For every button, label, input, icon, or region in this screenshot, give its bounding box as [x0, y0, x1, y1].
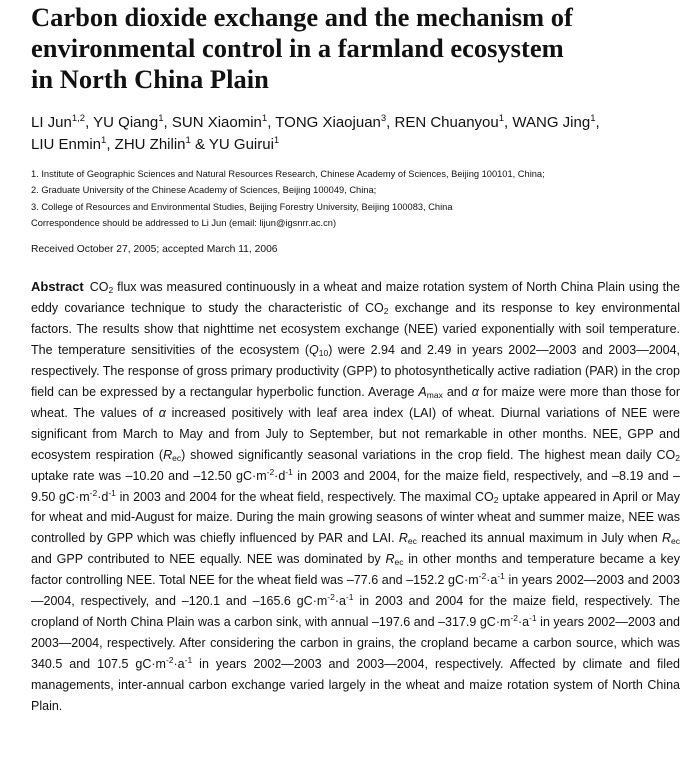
abstract-superscript: -1: [285, 466, 293, 477]
author-separator: ,: [106, 136, 115, 153]
author-separator: ,: [504, 114, 513, 131]
affiliation-item: 1. Institute of Geographic Sciences and Natural Resources Research, Chinese Academy of Sciences, Beijing 100101, China;: [31, 169, 545, 179]
received-dates: Received October 27, 2005; accepted March 11, 2006: [31, 244, 278, 255]
abstract-label: Abstract: [31, 279, 84, 294]
abstract-text: flux was measured continuously in a wheat and maize rotation system of North China Plain using the eddy covariance technique to study the characteristic of CO: [31, 280, 680, 315]
abstract-subscript: 2: [675, 452, 680, 463]
abstract-text: ·d: [97, 489, 109, 504]
author-separator: ,: [595, 114, 600, 131]
abstract-text: uptake rate was –10.20 and –12.50 gC·m: [31, 468, 267, 483]
author-line: [31, 112, 676, 134]
abstract-symbol: Q: [309, 342, 319, 357]
abstract-symbol: α: [158, 405, 166, 420]
correspondence-note: Correspondence should be addressed to Li Jun (email: lijun@igsnrr.ac.cn): [31, 217, 337, 228]
author-separator: ,: [163, 114, 172, 131]
abstract-text: ·a: [517, 615, 530, 630]
author-name: LIU Enmin: [31, 136, 102, 153]
title-line: in North China Plain: [31, 64, 269, 94]
abstract-text: in years 2002—2003 and 2003—2004, respectively. Affected by climate and filed managements, inter-annual carbon exchange varied largely in the wheat and maize rotation system of North China Plain.: [31, 657, 680, 714]
author-affiliation-marker: 1: [185, 135, 191, 146]
abstract-subscript: ec: [407, 536, 417, 547]
author-name: SUN Xiaomin: [171, 114, 262, 131]
abstract-text: in 2003 and 2004, for the maize field, respectively, and –8.19 and –9.50 gC·m: [31, 468, 680, 504]
author-affiliation-marker: 1: [101, 135, 107, 146]
abstract-symbol: R: [398, 531, 408, 546]
abstract-symbol: A: [418, 384, 427, 399]
abstract-subscript: 10: [318, 347, 329, 358]
author-name: REN Chuanyou: [394, 114, 499, 131]
author-separator: ,: [267, 114, 276, 131]
author-affiliation-marker: 1: [498, 113, 505, 124]
abstract-text: CO: [89, 280, 109, 294]
title-line: Carbon dioxide exchange and the mechanism of: [31, 2, 573, 32]
affiliation-item: 2. Graduate University of the Chinese Academy of Sciences, Beijing 100049, China;: [31, 185, 377, 196]
abstract-text: increased positively with leaf area index (LAI) of wheat. Diurnal variations of NEE were significant from March to May and from July to September, but not remarkable in other months. NEE, GPP and ecosystem respiration (: [31, 405, 681, 462]
abstract-text: for maize were more than those for wheat. The values of: [31, 384, 681, 420]
author-separator: &: [190, 136, 209, 153]
abstract-text: ·d: [274, 468, 286, 483]
abstract-text: in years 2002—2003 and 2003—2004, respectively. After considering the carbon in grains, the cropland became a carbon source, which was 340.5 and 107.5 gC·m: [31, 615, 680, 672]
abstract-superscript: -2: [89, 487, 98, 498]
abstract-text: in years 2002—2003 and 2003—2004, respectively, and –120.1 and –165.6 gC·m: [31, 573, 680, 609]
abstract-body: [31, 280, 680, 713]
affiliation-item: 3. College of Resources and Environmental Studies, Beijing Forestry University, Beijing 100083, China: [31, 201, 453, 212]
abstract-superscript: -2: [165, 655, 174, 666]
abstract-text: ) showed significantly seasonal variations in the crop field. The highest mean daily CO: [181, 447, 676, 462]
author-affiliation-marker: 1: [261, 113, 268, 124]
author-name: ZHU Zhilin: [114, 136, 186, 153]
author-separator: ,: [386, 114, 395, 131]
author-name: YU Qiang: [93, 114, 159, 131]
author-affiliation-marker: 1,2: [71, 113, 86, 124]
abstract-subscript: ec: [394, 557, 404, 568]
abstract-superscript: -2: [327, 592, 335, 603]
abstract-text: ·a: [334, 594, 346, 609]
abstract-superscript: -1: [184, 655, 193, 666]
affiliations: [31, 166, 671, 231]
title-line: environmental control in a farmland ecosystem: [31, 33, 564, 63]
abstract-symbol: α: [471, 384, 479, 399]
abstract-symbol: R: [163, 447, 173, 462]
abstract-superscript: -1: [345, 592, 354, 603]
abstract-symbol: R: [661, 531, 671, 546]
abstract-subscript: 2: [383, 305, 389, 316]
paper-title: [31, 2, 671, 95]
abstract-text: ·a: [173, 657, 185, 672]
abstract-text: in other months and temperature became a key factor controlling NEE. Total NEE for the wheat field was –77.6 and –152.2 gC·m: [31, 552, 680, 588]
author-name: TONG Xiaojuan: [275, 114, 381, 131]
abstract-superscript: -2: [478, 571, 487, 582]
abstract-text: ) were 2.94 and 2.49 in years 2002—2003 and 2003—2004, respectively. The response of gross primary productivity (GPP) to photosynthetically active radiation (PAR) in the crop field can be expressed by a rectangular hyperbolic function. Average: [31, 342, 680, 399]
abstract-text: reached its annual maximum in July when: [416, 531, 662, 546]
author-separator: ,: [85, 114, 94, 131]
author-name: YU Guirui: [208, 136, 274, 153]
abstract-text: exchange and its response to key environmental factors. The results show that nighttime net ecosystem exchange (NEE) varied exponentially with soil temperature. The temperature sensitivities of the ecosystem (: [31, 300, 680, 357]
abstract-superscript: -2: [266, 466, 275, 477]
abstract-subscript: 2: [108, 285, 114, 295]
author-line: [31, 134, 676, 156]
abstract-paragraph: [31, 277, 680, 717]
abstract-subscript: max: [426, 389, 443, 400]
abstract-superscript: -2: [510, 613, 518, 624]
author-affiliation-marker: 1: [158, 113, 164, 124]
author-name: WANG Jing: [512, 114, 591, 131]
abstract-text: and: [442, 384, 472, 399]
abstract-superscript: -1: [529, 613, 537, 624]
abstract-text: ·a: [486, 573, 498, 588]
abstract-subscript: ec: [671, 536, 680, 547]
author-affiliation-marker: 1: [590, 113, 596, 124]
author-affiliation-marker: 1: [273, 135, 280, 146]
abstract-symbol: R: [385, 552, 395, 567]
author-list: [31, 112, 676, 156]
abstract-text: in 2003 and 2004 for the maize field, respectively. The cropland of North China Plain was a carbon sink, with annual –197.6 and –317.9 gC·m: [31, 594, 680, 630]
author-name: LI Jun: [31, 114, 72, 131]
abstract-subscript: 2: [493, 494, 499, 505]
abstract-superscript: -1: [497, 571, 505, 582]
abstract-text: uptake appeared in April or May for wheat and mid-August for maize. During the main growing seasons of winter wheat and summer maize, NEE was controlled by GPP which was chiefly influenced by PAR and LAI.: [31, 489, 680, 546]
abstract-superscript: -1: [108, 487, 116, 498]
abstract-text: in 2003 and 2004 for the wheat field, respectively. The maximal CO: [115, 489, 494, 504]
abstract-text: and GPP contributed to NEE equally. NEE was dominated by: [31, 552, 386, 567]
abstract-subscript: ec: [172, 452, 182, 463]
author-affiliation-marker: 3: [380, 113, 387, 124]
